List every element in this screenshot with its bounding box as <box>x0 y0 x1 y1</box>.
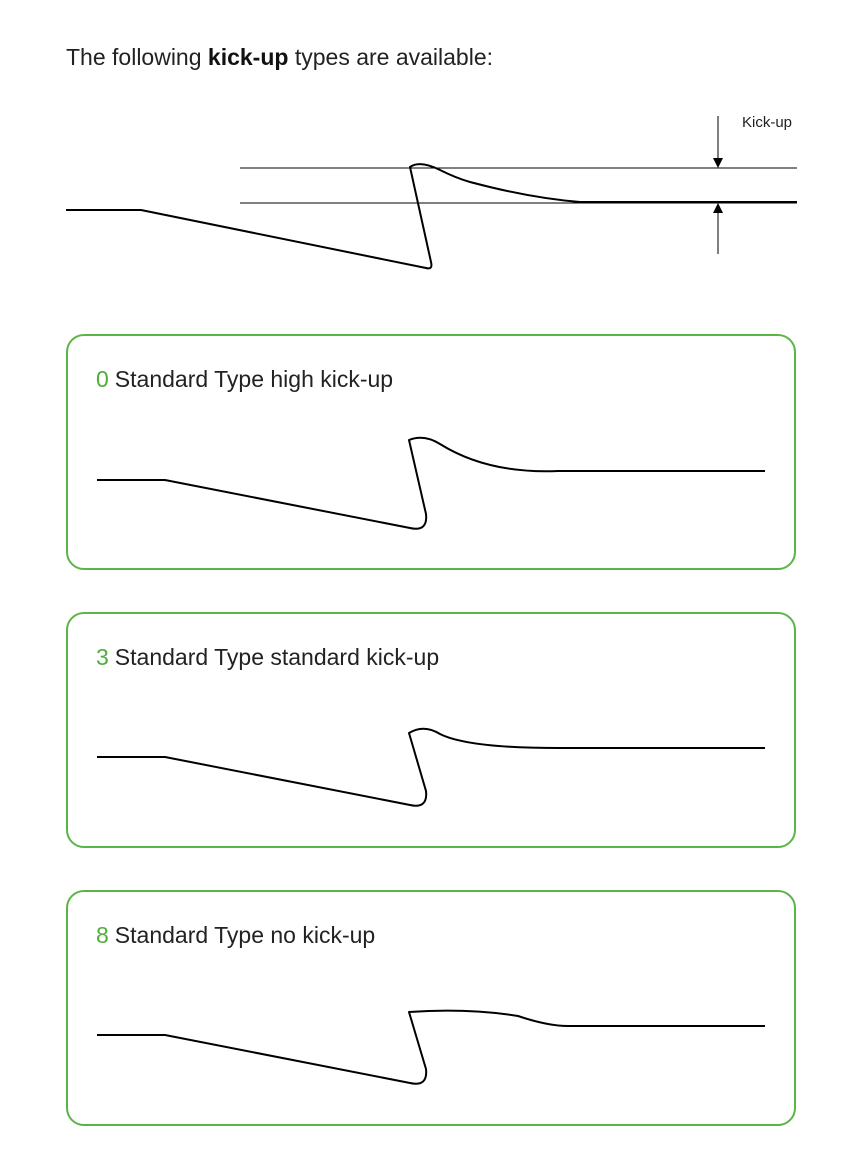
kickup-arrow-up-head <box>713 203 723 213</box>
type-card-8 <box>66 890 796 1126</box>
type-card-3 <box>66 612 796 848</box>
kickup-dimension-label: Kick-up <box>742 114 793 131</box>
profile-line <box>97 438 765 529</box>
intro-suffix: types are available: <box>294 44 494 70</box>
type-code: 3 <box>96 644 109 670</box>
profile-line <box>97 1011 765 1084</box>
intro-prefix: The following <box>66 44 202 70</box>
type-card-0 <box>66 334 796 570</box>
kickup-overview-diagram <box>0 100 859 290</box>
intro-highlight: kick-up <box>207 44 289 70</box>
type-label: Standard Type high kick-up <box>114 366 394 392</box>
type-label: Standard Type no kick-up <box>114 922 376 948</box>
standard-kickup-profile <box>68 614 798 850</box>
no-kickup-profile <box>68 892 798 1128</box>
kickup-arrow-down-head <box>713 158 723 168</box>
profile-line <box>97 729 765 806</box>
type-code: 8 <box>96 922 109 948</box>
high-kickup-profile <box>68 336 798 572</box>
overview-profile-line <box>66 164 797 268</box>
intro-text <box>66 44 493 71</box>
type-code: 0 <box>96 366 109 392</box>
type-label: Standard Type standard kick-up <box>114 644 440 670</box>
